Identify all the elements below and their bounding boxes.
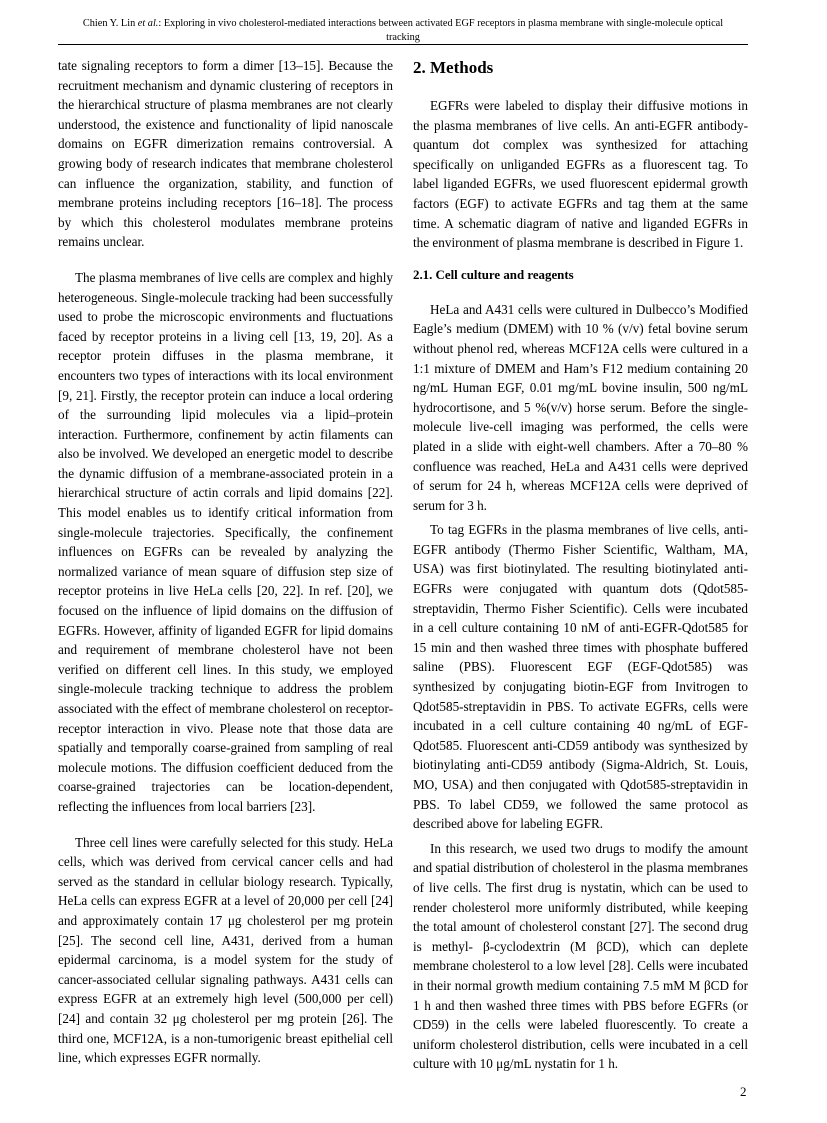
running-head-author: Chien Y. Lin xyxy=(82,18,136,29)
running-head-title: : Exploring in vivo cholesterol-mediated interactions between activated EGF receptors in plasma membrane with single-molecule optical xyxy=(158,18,724,29)
paragraph: To tag EGFRs in the plasma membranes of live cells, anti-EGFR antibody (Thermo Fisher Scientific, Waltham, MA, USA) was first biotinylated. The resulting biotinylated anti-EGFRs were conjugated with quantum dots (Qdot585-streptavidin, Thermo Fisher Scientific). Cells were incubated in a cell culture containing 10 nM of anti-EGFR-Qdot585 for 15 min and then washed three times with phosphate buffered saline (PBS). Fluorescent EGF (EGF-Qdot585) was synthesized by conjugating biotin-EGF from Invitrogen to Qdot585-streptavidin in PBS. To activate EGFRs, cells were incubated in a cell culture containing 40 ng/mL of EGF-Qdot585. Fluorescent anti-CD59 antibody was synthesized by biotinylating anti-CD59 antibody (Sigma-Aldrich, St. Louis, MO, USA) and then conjugated with Qdot585-streptavidin in PBS. To label CD59, we followed the same protocol as described above for labeling EGFR. xyxy=(413,522,748,832)
right-column xyxy=(413,56,748,1084)
paragraph: HeLa and A431 cells were cultured in Dulbecco’s Modified Eagle’s medium (DMEM) with 10 % (v/v) fetal bovine serum without phenol red, whereas MCF12A cells were cultured in a 1:1 mixture of DMEM and Ham’s F12 medium containing 20 ng/mL Human EGF, 0.01 mg/mL bovine insulin, 500 ng/mL hydrocortisone, and 5 %(v/v) horse serum. Before the single-molecule live-cell imaging was performed, the cells were plated in a slide with eight-well chambers. After a 70–80 % confluence was reached, HeLa and A431 cells were deprived of serum for 24 h, whereas MCF12A cells were deprived of serum for 3 h. xyxy=(413,301,748,513)
paragraph: The plasma membranes of live cells are complex and highly heterogeneous. Single-molecule tracking had been successfully used to probe the microscopic environments and fluctuations faced by receptor proteins in a living cell [13, 19, 20]. As a receptor protein diffuses in the plasma membrane, it encounters two types of interactions with its local environment [9, 21]. Firstly, the receptor protein can induce a local ordering of the surrounding lipid molecules via a lipid–protein interaction. Furthermore, confinement by actin filaments can also be involved. We developed an energetic model to describe the dynamic diffusion of a membrane-associated protein in a hierarchical structure of actin corrals and lipid domains [22]. This model enables us to identify critical information from single-molecule trajectories. Specifically, the confinement influences on EGFRs can be revealed by analyzing the normalized variance of mean square of diffusion step size of receptor proteins in live HeLa cells [20, 22]. In ref. [20], we focused on the influence of lipid domains on the diffusion of EGFRs. However, affinity of liganded EGFR for lipid domains and requirement of membrane cholesterol have not been verified on different cell lines. In this study, we employed single-molecule tracking technique to address the problem associated with the effect of membrane cholesterol on receptor-receptor interaction in vivo. Please note that those data are spatially and temporally coarse-grained from sampling of real molecule motions. The diffusion coefficient deduced from the coarse-grained trajectories can be location-dependent, reflecting the influences from local barriers [23]. xyxy=(58,269,393,814)
paragraph: Three cell lines were carefully selected for this study. HeLa cells, which was derived from cervical cancer cells and had served as the standard in cellular biology research. Typically, HeLa cells can express EGFR at a level of 20,000 per cell [24] and approximately contain 17 μg cholesterol per mg protein [25]. The second cell line, A431, derived from a human epidermal carcinoma, is a model system for the study of cancer-associated cellular signaling pathways. A431 cells can express EGFR at an extremely high level (500,000 per cell) [24] and contain 32 μg cholesterol per mg protein [26]. The third one, MCF12A, is a non-tumorigenic breast epithelial cell line, which expresses EGFR normally. xyxy=(58,834,393,1066)
running-head-etal: et al. xyxy=(137,18,159,29)
paragraph: In this research, we used two drugs to modify the amount and spatial distribution of cholesterol in the plasma membranes of live cells. The first drug is nystatin, which can be used to render cholesterol more uniformly distributed, while keeping the total amount of cholesterol constant [27]. The second drug is methyl- β-cyclodextrin (M βCD), which can deplete membrane cholesterol to a low level [28]. Cells were incubated in their normal growth medium containing 7.5 mM M βCD for 1 h and then washed three times with PBS before EGFRs (or CD59) in the cells were labeled fluorescently. To create a uniform cholesterol distribution, cells were incubated in a cell culture with 10 μg/mL nystatin for 1 h. xyxy=(413,840,748,1072)
two-column-body xyxy=(58,56,748,1084)
subsection-heading-cell-culture: 2.1. Cell culture and reagents xyxy=(413,267,574,282)
left-column xyxy=(58,56,393,1084)
paragraph: tate signaling receptors to form a dimer [13–15]. Because the recruitment mechanism and dynamic clustering of receptors in the hierarchical structure of plasma membranes are not clearly understood, the existence and functionality of lipid nanoscale domains on EGFR dimerization remains controversial. A growing body of research indicates that membrane cholesterol can influence the organization, stability, and function of membrane proteins including receptors [16–18]. The process by which this cholesterol modulates membrane proteins remains unclear. xyxy=(58,58,393,250)
running-head-line2: tracking xyxy=(386,31,420,43)
running-head xyxy=(58,17,748,44)
running-head-line1 xyxy=(58,17,748,31)
page-number: 2 xyxy=(740,1084,747,1099)
paragraph: EGFRs were labeled to display their diffusive motions in the plasma membranes of live cells. An anti-EGFR antibody-quantum dot complex was synthesized for attaching specifically on unliganded EGFRs as a fluorescent tag. To label liganded EGFRs, we used fluorescent epidermal growth factors (EGF) to activate EGFRs and tag them at the same time. A schematic diagram of native and liganded EGFRs in the environment of plasma membrane is described in Figure 1. xyxy=(413,98,748,251)
header-rule-divider xyxy=(58,44,748,45)
section-heading-methods: 2. Methods xyxy=(413,58,494,77)
